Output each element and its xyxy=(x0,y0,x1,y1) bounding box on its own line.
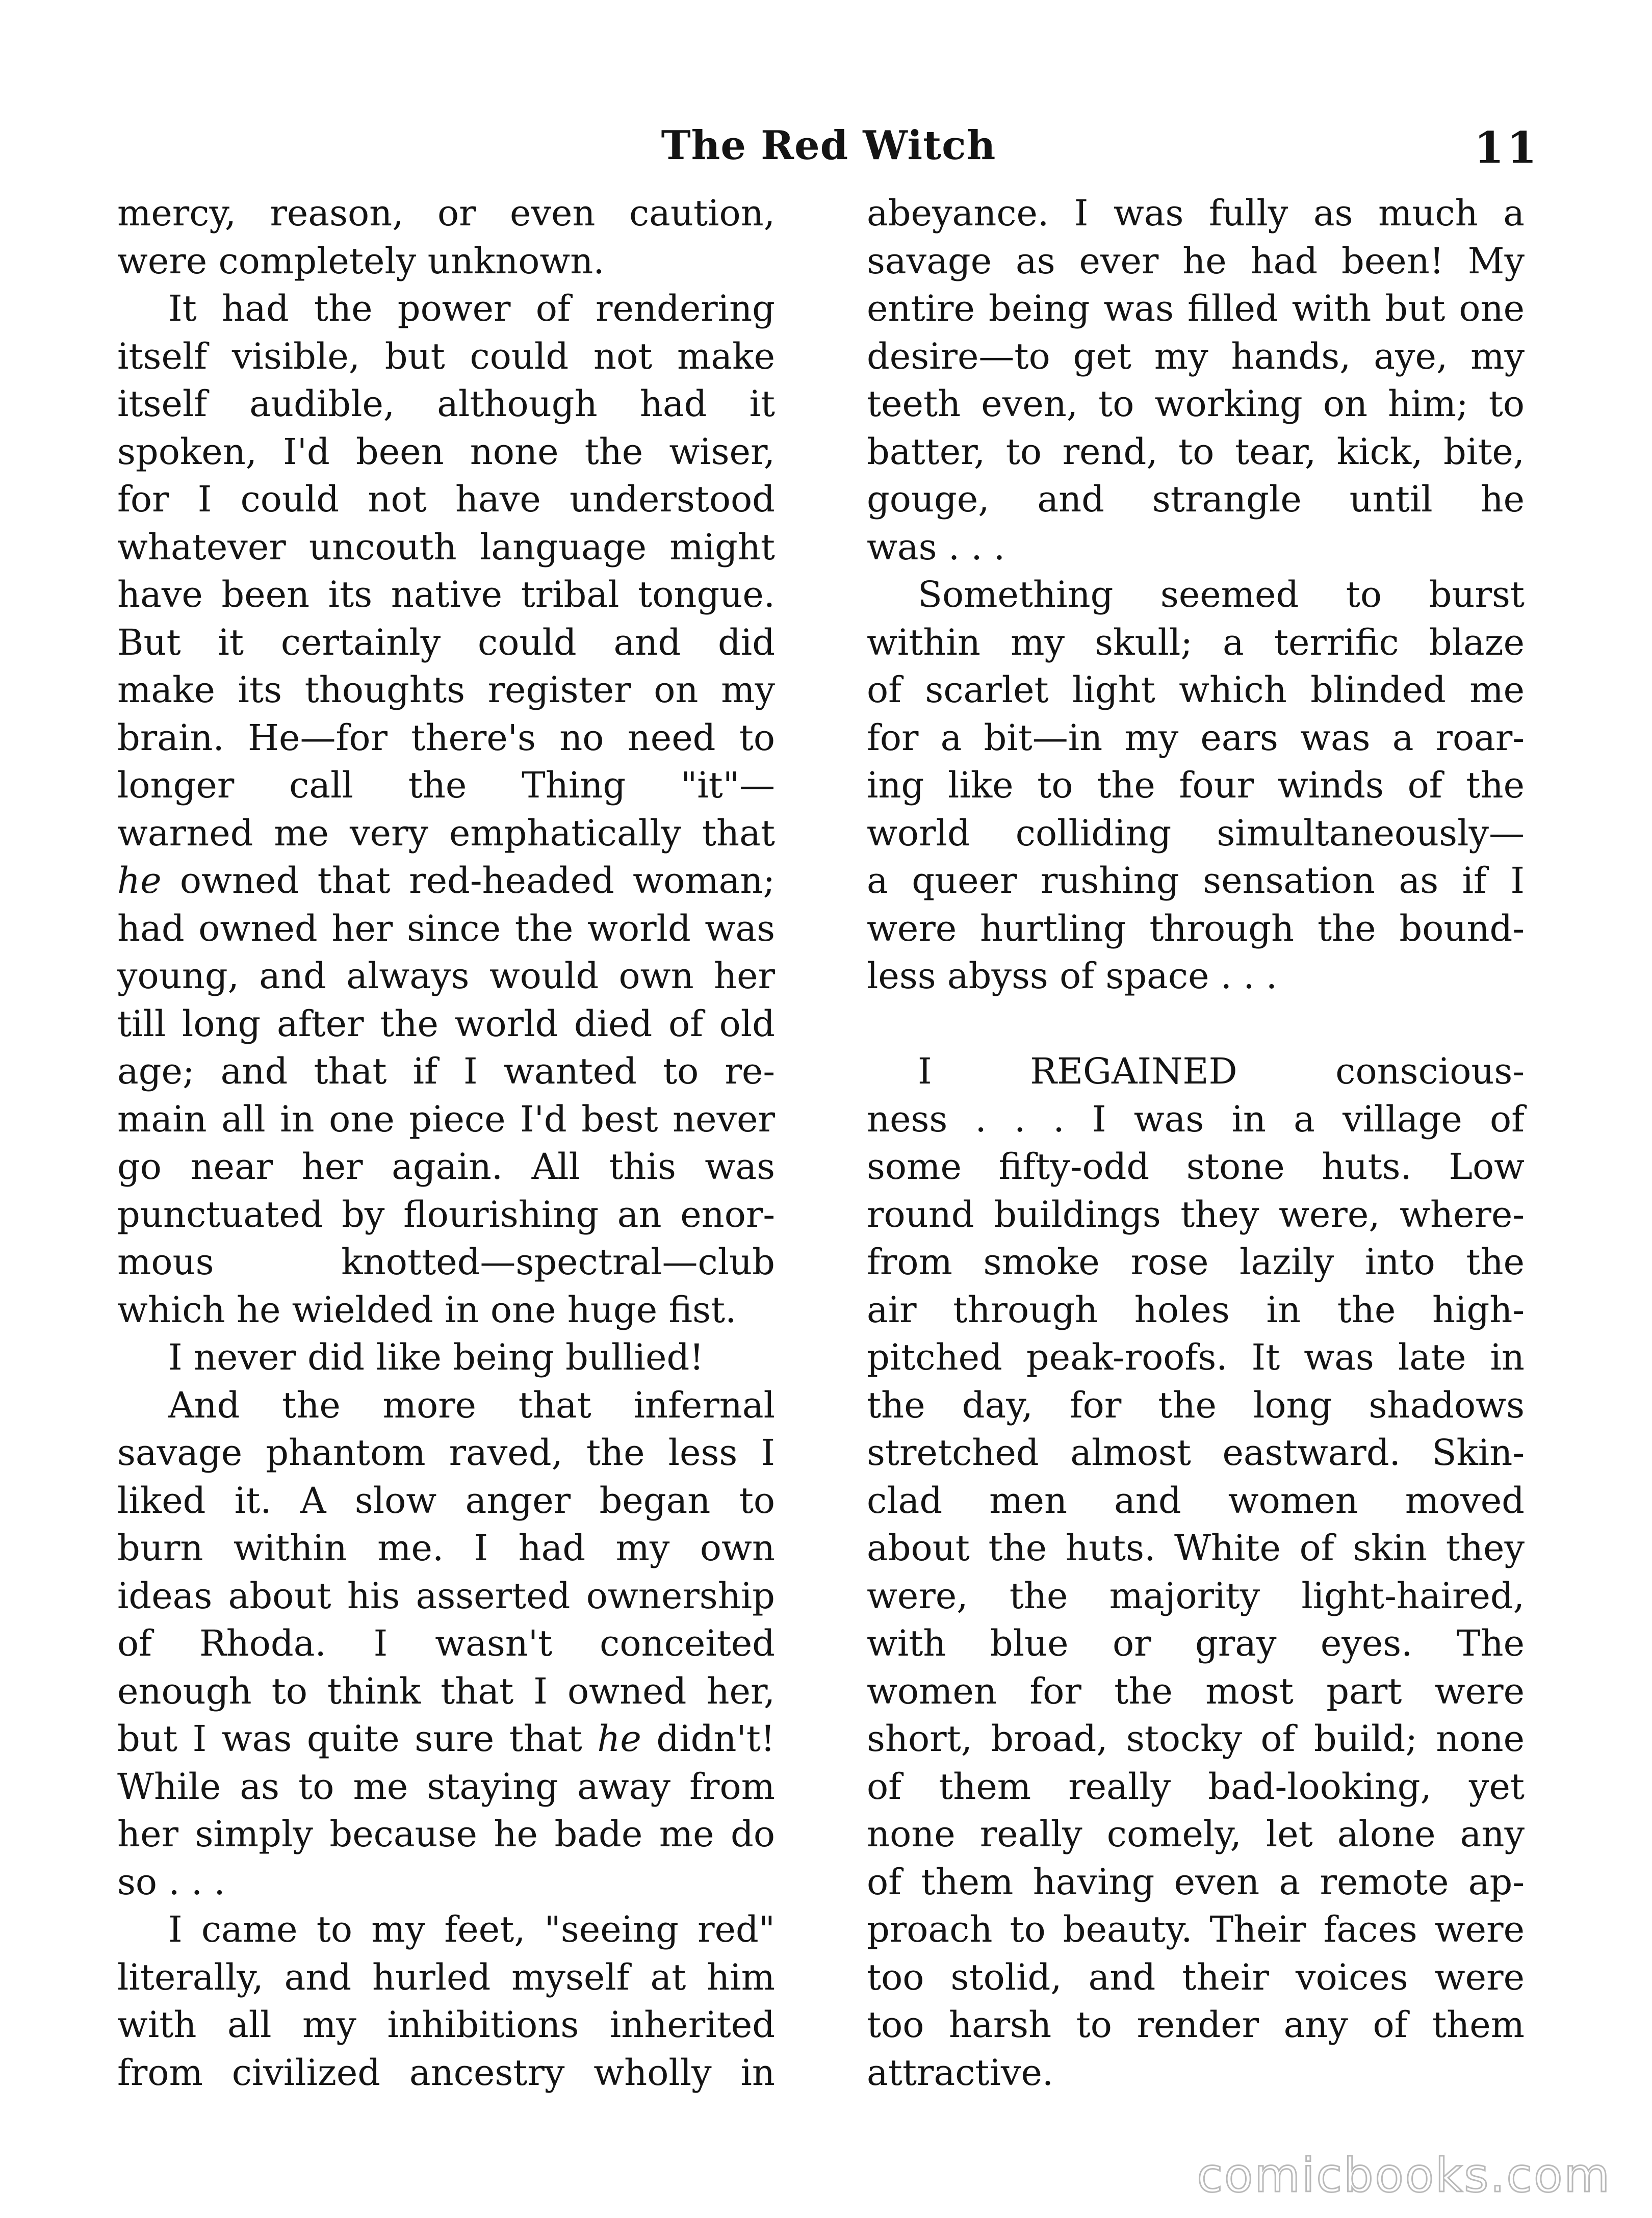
text-line: round buildings they were, where- xyxy=(867,1193,1525,1235)
text-line: Something seemed to burst xyxy=(918,574,1525,615)
text-line: so . . . xyxy=(117,1861,225,1903)
text-line: It had the power of rendering xyxy=(168,288,775,329)
text-line: from smoke rose lazily into the xyxy=(867,1241,1525,1283)
text-line: for I could not have understood xyxy=(117,478,775,520)
text-line: was . . . xyxy=(867,526,1005,568)
running-title: The Red Witch xyxy=(661,122,996,169)
right-text-column xyxy=(867,190,1525,2097)
text-line: stretched almost eastward. Skin- xyxy=(867,1432,1525,1474)
text-line: liked it. A slow anger began to xyxy=(117,1479,775,1521)
text-line: clad men and women moved xyxy=(867,1479,1525,1521)
text-line: had owned her since the world was xyxy=(117,907,775,949)
text-line: And the more that infernal xyxy=(168,1384,775,1426)
text-line: her simply because he bade me do xyxy=(117,1813,775,1855)
text-line: I never did like being bullied! xyxy=(168,1336,704,1378)
site-watermark: comicbooks.com xyxy=(1197,2148,1611,2203)
text-line: world colliding simultaneously— xyxy=(867,812,1525,854)
text-line: the day, for the long shadows xyxy=(867,1384,1525,1426)
text-line: savage phantom raved, the less I xyxy=(117,1432,775,1474)
text-line: of them having even a remote ap- xyxy=(867,1861,1525,1903)
text-line: none really comely, let alone any xyxy=(867,1813,1525,1855)
text-line-with-emphasis xyxy=(117,857,775,905)
text-line: pitched peak-roofs. It was late in xyxy=(867,1336,1525,1378)
text-line: with blue or gray eyes. The xyxy=(867,1622,1525,1664)
text-line: mous knotted—spectral—club xyxy=(117,1241,775,1283)
text-line: burn within me. I had my own xyxy=(117,1527,775,1569)
text-line: entire being was filled with but one xyxy=(867,288,1525,329)
text-line: of them really bad-looking, yet xyxy=(867,1765,1525,1808)
text-line: longer call the Thing "it"— xyxy=(117,764,775,806)
text-line: of Rhoda. I wasn't conceited xyxy=(117,1622,775,1664)
running-header xyxy=(117,122,1540,178)
text-line: less abyss of space . . . xyxy=(867,955,1277,997)
text-fragment: didn't! xyxy=(656,1718,775,1760)
text-line: too harsh to render any of them xyxy=(867,2004,1525,2046)
text-line: have been its native tribal tongue. xyxy=(117,574,775,615)
text-line: literally, and hurled myself at him xyxy=(117,1956,775,1998)
text-line: young, and always would own her xyxy=(117,955,775,997)
emphasis-he: he xyxy=(117,860,162,901)
text-line: from civilized ancestry wholly in xyxy=(117,2051,775,2094)
text-line: women for the most part were xyxy=(867,1670,1525,1712)
text-line: with all my inhibitions inherited xyxy=(117,2004,775,2046)
text-line: which he wielded in one huge fist. xyxy=(117,1288,737,1331)
text-line: a queer rushing sensation as if I xyxy=(867,860,1525,901)
text-line: enough to think that I owned her, xyxy=(117,1670,775,1712)
text-line: were hurtling through the bound- xyxy=(867,907,1525,949)
text-line: about the huts. White of skin they xyxy=(867,1527,1525,1569)
text-line: ing like to the four winds of the xyxy=(867,764,1525,806)
text-line: itself visible, but could not make xyxy=(117,335,775,377)
text-line: ness . . . I was in a village of xyxy=(867,1098,1525,1140)
text-line: within my skull; a terrific blaze xyxy=(867,621,1525,663)
text-fragment: but I was quite sure that xyxy=(117,1718,582,1760)
text-line: attractive. xyxy=(867,2051,1054,2094)
text-line: I REGAINED conscious- xyxy=(918,1050,1525,1092)
text-line: too stolid, and their voices were xyxy=(867,1956,1525,1998)
text-line: air through holes in the high- xyxy=(867,1288,1525,1331)
text-line: spoken, I'd been none the wiser, xyxy=(117,430,775,473)
text-line: abeyance. I was fully as much a xyxy=(867,192,1525,234)
text-line: main all in one piece I'd best never xyxy=(117,1098,775,1140)
page-number: 11 xyxy=(1474,122,1540,173)
text-fragment: owned that red-headed woman; xyxy=(179,860,775,901)
text-line: savage as ever he had been! My xyxy=(867,240,1525,282)
text-line: for a bit—in my ears was a roar- xyxy=(867,716,1525,759)
text-line: were completely unknown. xyxy=(117,240,605,282)
text-line: age; and that if I wanted to re- xyxy=(117,1050,775,1092)
text-line: proach to beauty. Their faces were xyxy=(867,1908,1525,1950)
text-line: teeth even, to working on him; to xyxy=(867,383,1525,425)
text-line: I came to my feet, "seeing red" xyxy=(168,1908,775,1950)
text-line: gouge, and strangle until he xyxy=(867,478,1525,520)
text-line: go near her again. All this was xyxy=(117,1146,775,1188)
text-line: punctuated by flourishing an enor- xyxy=(117,1193,775,1235)
text-line: whatever uncouth language might xyxy=(117,526,775,568)
text-line: batter, to rend, to tear, kick, bite, xyxy=(867,430,1525,473)
text-line: itself audible, although had it xyxy=(117,383,775,425)
text-line: But it certainly could and did xyxy=(117,621,775,663)
text-line: of scarlet light which blinded me xyxy=(867,669,1525,711)
text-line: till long after the world died of old xyxy=(117,1002,775,1045)
text-line: While as to me staying away from xyxy=(117,1765,775,1808)
text-line: were, the majority light-haired, xyxy=(867,1575,1525,1617)
emphasis-he: he xyxy=(597,1718,641,1760)
text-line: some fifty-odd stone huts. Low xyxy=(867,1146,1525,1188)
text-line: ideas about his asserted ownership xyxy=(117,1575,775,1617)
text-line: make its thoughts register on my xyxy=(117,669,775,711)
left-text-column xyxy=(117,190,775,2097)
text-line: warned me very emphatically that xyxy=(117,812,775,854)
section-break xyxy=(867,1000,1525,1048)
text-line: brain. He—for there's no need to xyxy=(117,716,775,759)
text-line-with-emphasis xyxy=(117,1715,775,1763)
text-line: desire—to get my hands, aye, my xyxy=(867,335,1525,377)
text-line: mercy, reason, or even caution, xyxy=(117,192,775,234)
text-line: short, broad, stocky of build; none xyxy=(867,1718,1525,1760)
